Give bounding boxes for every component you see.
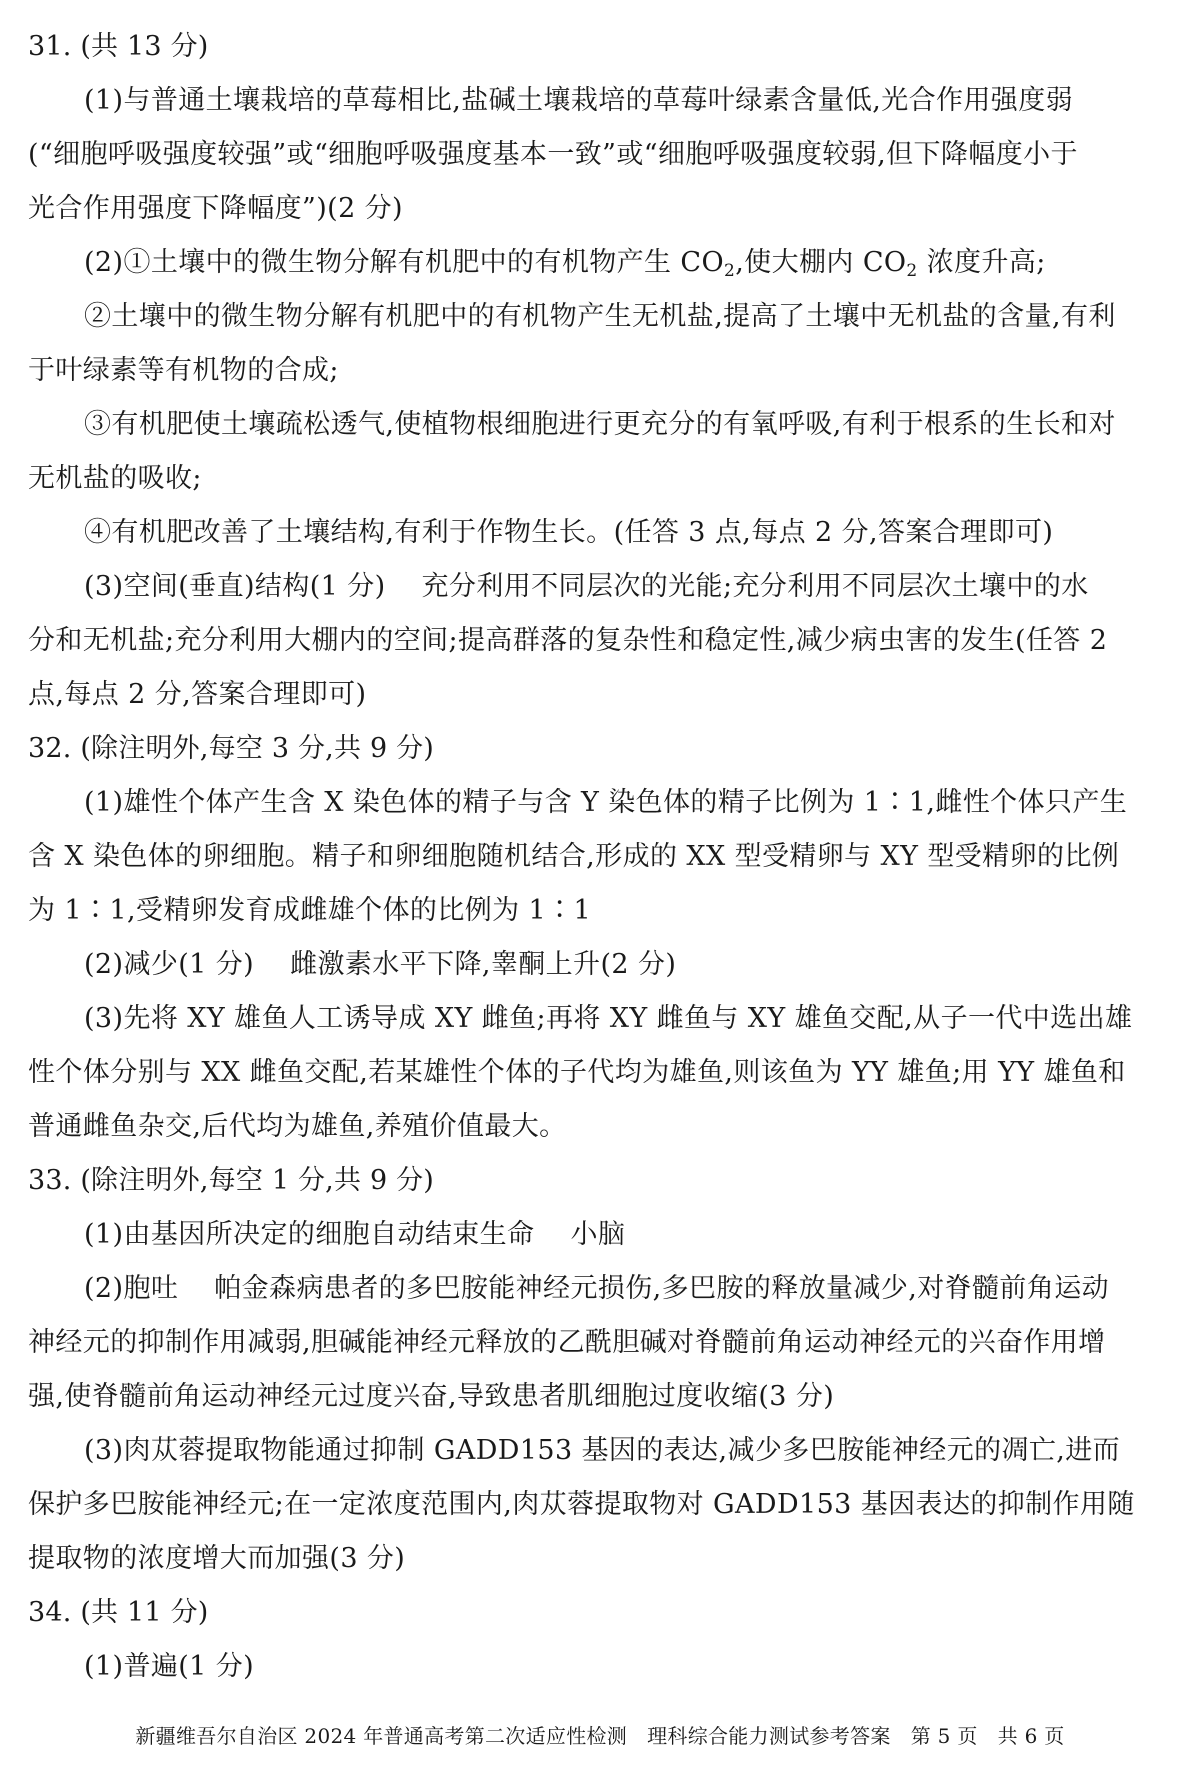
q31-point2-line2: 于叶绿素等有机物的合成; [28, 355, 339, 386]
q31-part3-reason: 充分利用不同层次的光能;充分利用不同层次土壤中的水 [421, 571, 1089, 602]
co2-subscript: 2 [724, 261, 736, 281]
q33-heading: 33. (除注明外,每空 1 分,共 9 分) [28, 1165, 435, 1196]
q32-part1-line2: 含 X 染色体的卵细胞。精子和卵细胞随机结合,形成的 XX 型受精卵与 XY 型受精卵的比例 [28, 841, 1120, 872]
q31-heading: 31. (共 13 分) [28, 31, 209, 62]
q31-part3-line2: 分和无机盐;充分利用大棚内的空间;提高群落的复杂性和稳定性,减少病虫害的发生(任答 2 [28, 625, 1108, 656]
footer-exam-title: 新疆维吾尔自治区 2024 年普通高考第二次适应性检测 [135, 1724, 628, 1748]
q33-part2-answer: (2)胞吐 [84, 1273, 179, 1304]
q33-part2-line3: 强,使脊髓前角运动神经元过度兴奋,导致患者肌细胞过度收缩(3 分) [28, 1381, 835, 1412]
q31-part2-text-a: (2)①土壤中的微生物分解有机肥中的有机物产生 CO [84, 247, 725, 278]
q31-part3-line1 [28, 560, 1166, 614]
q32-part2-answer: (2)减少(1 分) [84, 949, 255, 980]
q33-part2-line2: 神经元的抑制作用减弱,胆碱能神经元释放的乙酰胆碱对脊髓前角运动神经元的兴奋作用增 [28, 1327, 1106, 1358]
q32-heading: 32. (除注明外,每空 3 分,共 9 分) [28, 733, 435, 764]
q32-part1-line1: (1)雄性个体产生含 X 染色体的精子与含 Y 染色体的精子比例为 1∶1,雌性个体只产生 [84, 787, 1128, 818]
q33-part1-answer-b: 小脑 [570, 1219, 626, 1250]
footer-subject: 理科综合能力测试参考答案 [647, 1724, 891, 1748]
q31-part3-answer: (3)空间(垂直)结构(1 分) [84, 571, 386, 602]
footer-page-total: 共 6 页 [997, 1724, 1065, 1748]
q33-part2-line1 [28, 1262, 1166, 1316]
q31-part1-line1: (1)与普通土壤栽培的草莓相比,盐碱土壤栽培的草莓叶绿素含量低,光合作用强度弱 [84, 85, 1074, 116]
q31-part2-line1 [28, 236, 1166, 290]
q31-point3-line2: 无机盐的吸收; [28, 463, 202, 494]
q33-part2-reason: 帕金森病患者的多巴胺能神经元损伤,多巴胺的释放量减少,对脊髓前角运动 [214, 1273, 1110, 1304]
q32-part3-line3: 普通雌鱼杂交,后代均为雄鱼,养殖价值最大。 [28, 1111, 567, 1142]
q33-part1-answer-a: (1)由基因所决定的细胞自动结束生命 [84, 1219, 535, 1250]
q31-part2-text-c: 浓度升高; [917, 247, 1046, 278]
q31-part3-line3: 点,每点 2 分,答案合理即可) [28, 679, 367, 710]
page-footer [0, 1722, 1200, 1750]
q32-part1-line3: 为 1∶1,受精卵发育成雌雄个体的比例为 1∶1 [28, 895, 592, 926]
q34-part1: (1)普遍(1 分) [84, 1651, 255, 1682]
q31-part1-line3: 光合作用强度下降幅度”)(2 分) [28, 193, 403, 224]
co2-subscript: 2 [906, 261, 918, 281]
q32-part3-line2: 性个体分别与 XX 雌鱼交配,若某雄性个体的子代均为雄鱼,则该鱼为 YY 雄鱼;用 YY 雄鱼和 [28, 1057, 1126, 1088]
q33-part3-line2: 保护多巴胺能神经元;在一定浓度范围内,肉苁蓉提取物对 GADD153 基因表达的抑制作用随 [28, 1489, 1135, 1520]
q33-part1 [28, 1208, 1166, 1262]
q31-point2-line1: ②土壤中的微生物分解有机肥中的有机物产生无机盐,提高了土壤中无机盐的含量,有利 [84, 301, 1116, 332]
q32-part3-line1: (3)先将 XY 雄鱼人工诱导成 XY 雌鱼;再将 XY 雌鱼与 XY 雄鱼交配,从子一代中选出雄 [84, 1003, 1133, 1034]
q31-part2-text-b: ,使大棚内 CO [735, 247, 907, 278]
footer-page-number: 第 5 页 [910, 1724, 978, 1748]
q31-point4: ④有机肥改善了土壤结构,有利于作物生长。(任答 3 点,每点 2 分,答案合理即可) [84, 517, 1054, 548]
q33-part3-line3: 提取物的浓度增大而加强(3 分) [28, 1543, 406, 1574]
q31-point3-line1: ③有机肥使土壤疏松透气,使植物根细胞进行更充分的有氧呼吸,有利于根系的生长和对 [84, 409, 1116, 440]
q31-part1-line2: (“细胞呼吸强度较强”或“细胞呼吸强度基本一致”或“细胞呼吸强度较弱,但下降幅度小于 [28, 139, 1078, 170]
q34-heading: 34. (共 11 分) [28, 1597, 209, 1628]
q32-part2-reason: 雌激素水平下降,睾酮上升(2 分) [290, 949, 677, 980]
q33-part3-line1: (3)肉苁蓉提取物能通过抑制 GADD153 基因的表达,减少多巴胺能神经元的凋亡,进而 [84, 1435, 1121, 1466]
q32-part2 [28, 938, 1166, 992]
